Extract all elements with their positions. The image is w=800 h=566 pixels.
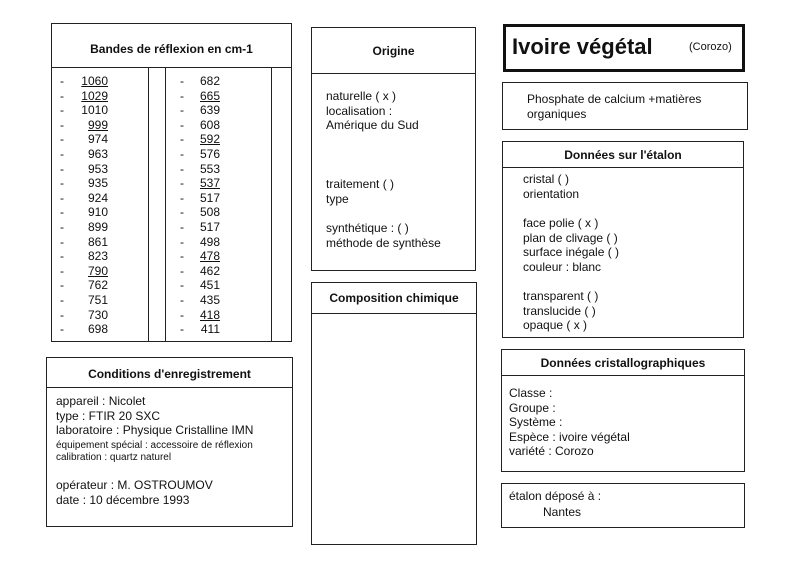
band-dash: - [60,74,64,88]
band-dash: - [60,219,64,234]
formula-line-2: organiques [527,106,587,121]
origine-methode: méthode de synthèse [326,235,441,250]
band-dash: - [60,176,64,191]
band-value: 592 [199,132,220,147]
bands-panel [51,23,292,342]
formula-panel [502,82,748,130]
band-dash: - [60,322,64,337]
band-row [180,162,260,177]
band-row [180,103,260,118]
band-value: 682 [199,74,220,88]
cristallo-title: Données cristallographiques [502,350,744,376]
band-row [180,220,260,235]
etalon-translucide: translucide ( ) [523,303,596,318]
band-value: 974 [87,132,108,147]
band-dash: - [60,88,64,103]
band-row [60,118,140,133]
origine-type: type [326,191,349,206]
etalon-plan: plan de clivage ( ) [523,230,618,245]
bands-divider-2 [165,68,166,341]
band-dash: - [60,161,64,176]
band-value: 910 [87,205,108,220]
etalon-surface: surface inégale ( ) [523,245,620,260]
band-dash: - [180,190,184,205]
depot-panel [501,483,745,528]
etalon-face: face polie ( x ) [523,216,599,230]
bands-divider-1 [148,68,149,341]
band-value: 698 [87,322,108,337]
band-value: 451 [199,278,220,293]
conditions-panel [46,357,293,527]
band-row [60,249,140,264]
band-row [60,103,140,118]
band-dash: - [180,307,184,322]
band-value: 935 [87,176,108,191]
band-row [60,147,140,162]
band-row [60,220,140,235]
etalon-orientation: orientation [523,186,580,201]
origine-title: Origine [312,28,475,74]
conditions-title: Conditions d'enregistrement [47,358,292,388]
band-dash: - [60,117,64,132]
etalon-panel [502,141,744,338]
etalon-transparent: transparent ( ) [523,289,599,303]
band-dash: - [180,249,184,264]
cristallo-espece: Espèce : ivoire végétal [509,429,630,444]
band-row [180,191,260,206]
band-row [60,308,140,323]
band-dash: - [60,249,64,264]
band-value: 498 [199,234,220,249]
band-row [60,132,140,147]
origine-naturelle: naturelle ( x ) [326,89,397,103]
band-value: 411 [200,322,220,337]
conditions-date: date : 10 décembre 1993 [56,492,190,507]
band-value: 435 [199,292,220,307]
composition-panel [311,282,477,545]
formula-line-1: Phosphate de calcium +matières [527,92,702,106]
band-value: 751 [87,292,108,307]
band-row [180,264,260,279]
conditions-laboratoire: laboratoire : Physique Cristalline IMN [56,423,254,438]
band-dash: - [60,234,64,249]
band-value: 823 [87,249,108,264]
band-row [180,74,260,89]
band-dash: - [60,263,64,278]
band-dash: - [60,292,64,307]
band-row [180,308,260,323]
band-row [60,235,140,250]
band-row [60,176,140,191]
depot-label: étalon déposé à : [509,489,602,503]
cristallo-classe: Classe : [509,386,553,400]
band-value: 1029 [81,88,108,103]
band-row [60,74,140,89]
band-dash: - [60,103,64,118]
origine-synthetique: synthétique : ( ) [326,221,409,235]
bands-column-1 [60,74,140,337]
band-dash: - [60,307,64,322]
origine-panel [311,27,476,271]
band-dash: - [60,190,64,205]
band-dash: - [180,146,184,161]
conditions-type: type : FTIR 20 SXC [56,408,161,423]
band-row [60,191,140,206]
conditions-equipement: équipement spécial : accessoire de réflexion [56,440,253,451]
band-row [60,278,140,293]
band-dash: - [180,278,184,293]
band-dash: - [180,132,184,147]
band-row [180,132,260,147]
band-dash: - [180,205,184,220]
band-value: 517 [199,219,220,234]
band-value: 665 [199,88,220,103]
band-row [180,176,260,191]
etalon-cristal: cristal ( ) [523,172,569,186]
band-row [180,235,260,250]
band-value: 553 [199,161,220,176]
specimen-subtitle: (Corozo) [689,41,732,53]
band-value: 1010 [81,103,108,118]
cristallo-systeme: Système : [509,415,563,430]
band-row [180,249,260,264]
cristallo-panel [501,349,745,472]
band-value: 762 [87,278,108,293]
band-value: 639 [199,103,220,118]
band-value: 730 [87,307,108,322]
band-row [180,322,260,337]
band-row [60,205,140,220]
band-row [180,293,260,308]
band-row [180,205,260,220]
band-row [180,89,260,104]
band-value: 478 [199,249,220,264]
band-value: 608 [199,117,220,132]
specimen-name: Ivoire végétal [512,34,653,59]
band-dash: - [180,292,184,307]
etalon-opaque: opaque ( x ) [523,318,588,333]
band-value: 508 [199,205,220,220]
cristallo-variete: variété : Corozo [509,444,594,459]
band-value: 953 [87,161,108,176]
band-row [180,278,260,293]
origine-localisation: localisation : [326,103,393,118]
bands-divider-3 [271,68,272,341]
band-value: 462 [199,263,220,278]
origine-traitement: traitement ( ) [326,177,395,191]
specimen-title-box [503,24,745,72]
etalon-couleur: couleur : blanc [523,259,602,274]
band-dash: - [60,205,64,220]
band-row [60,293,140,308]
conditions-appareil: appareil : Nicolet [56,394,146,408]
band-value: 999 [87,117,108,132]
origine-lieu: Amérique du Sud [326,118,419,133]
band-value: 1060 [81,74,108,88]
band-dash: - [180,161,184,176]
conditions-calibration: calibration : quartz naturel [56,452,172,463]
band-dash: - [60,132,64,147]
band-row [60,264,140,279]
band-dash: - [180,234,184,249]
band-dash: - [180,219,184,234]
band-value: 537 [199,176,220,191]
band-row [180,147,260,162]
bands-column-2 [180,74,260,337]
band-row [60,322,140,337]
etalon-title: Données sur l'étalon [503,142,743,168]
depot-place: Nantes [543,505,582,519]
bands-title: Bandes de réflexion en cm-1 [52,24,291,68]
band-value: 576 [199,146,220,161]
band-value: 861 [87,234,108,249]
band-dash: - [180,74,184,88]
conditions-operateur: opérateur : M. OSTROUMOV [56,478,213,492]
band-dash: - [60,146,64,161]
band-value: 963 [87,146,108,161]
band-value: 899 [87,219,108,234]
band-dash: - [180,103,184,118]
band-dash: - [180,263,184,278]
band-dash: - [180,176,184,191]
band-row [60,162,140,177]
band-value: 790 [87,263,108,278]
band-value: 418 [199,307,220,322]
band-dash: - [180,117,184,132]
band-row [60,89,140,104]
composition-title: Composition chimique [312,283,476,314]
band-value: 517 [199,190,220,205]
cristallo-groupe: Groupe : [509,400,556,415]
band-dash: - [60,278,64,293]
band-dash: - [180,88,184,103]
band-dash: - [180,322,184,337]
band-value: 924 [87,190,108,205]
band-row [180,118,260,133]
